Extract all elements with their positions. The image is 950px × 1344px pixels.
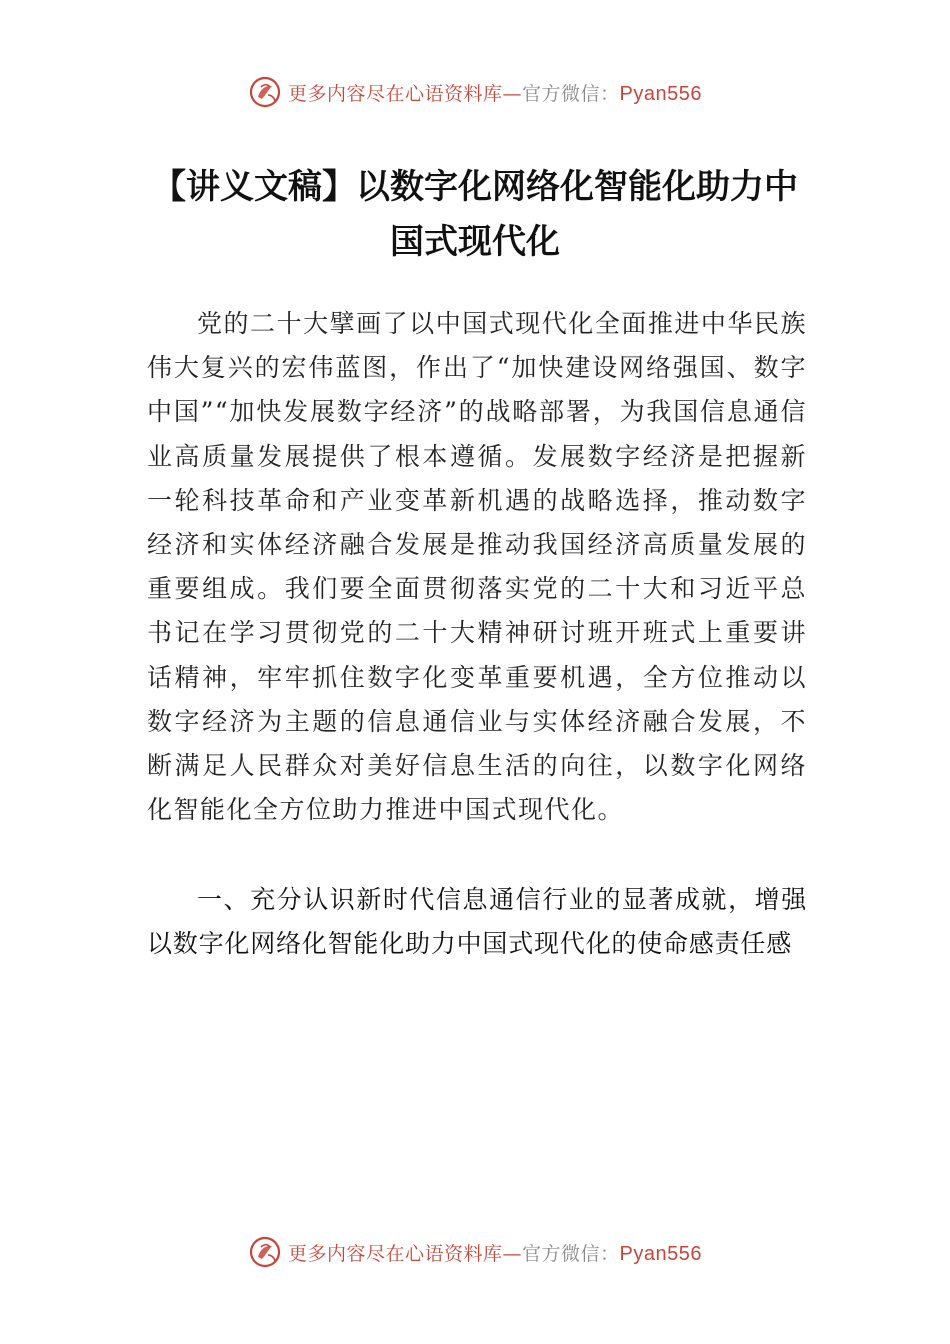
section-heading: 一、充分认识新时代信息通信行业的显著成就，增强以数字化网络化智能化助力中国式现代化的使命感责任感 (147, 885, 807, 958)
header-watermark (0, 72, 950, 112)
watermark-text (288, 1239, 702, 1266)
flower-seal-icon (248, 75, 282, 109)
watermark-main-text: 更多内容尽在心语资料库 (288, 82, 503, 105)
document-title: 【讲义文稿】以数字化网络化智能化助力中国式现代化 (152, 167, 798, 262)
watermark-wechat-id: Pyan556 (619, 1242, 702, 1265)
watermark-wechat-id: Pyan556 (619, 82, 702, 105)
footer-watermark (0, 1232, 950, 1272)
watermark-label: 官方微信： (522, 82, 620, 105)
watermark-separator: — (502, 82, 523, 105)
watermark-main-text: 更多内容尽在心语资料库 (288, 1242, 503, 1265)
watermark-text (288, 79, 702, 106)
watermark-label: 官方微信： (522, 1242, 620, 1265)
body-paragraph: 党的二十大擘画了以中国式现代化全面推进中华民族伟大复兴的宏伟蓝图，作出了“加快建设网络强国、数字中国”“加快发展数字经济”的战略部署，为我国信息通信业高质量发展提供了根本遵循。发展数字经济是把握新一轮科技革命和产业变革新机遇的战略选择，推动数字经济和实体经济融合发展是推动我国经济高质量发展的重要组成。我们要全面贯彻落实党的二十大和习近平总书记在学习贯彻党的二十大精神研讨班开班式上重要讲话精神，牢牢抓住数字化变革重要机遇，全方位推动以数字经济为主题的信息通信业与实体经济融合发展，不断满足人民群众对美好信息生活的向往，以数字化网络化智能化全方位助力推进中国式现代化。 (147, 309, 807, 825)
flower-seal-icon (248, 1235, 282, 1269)
watermark-separator: — (502, 1242, 523, 1265)
